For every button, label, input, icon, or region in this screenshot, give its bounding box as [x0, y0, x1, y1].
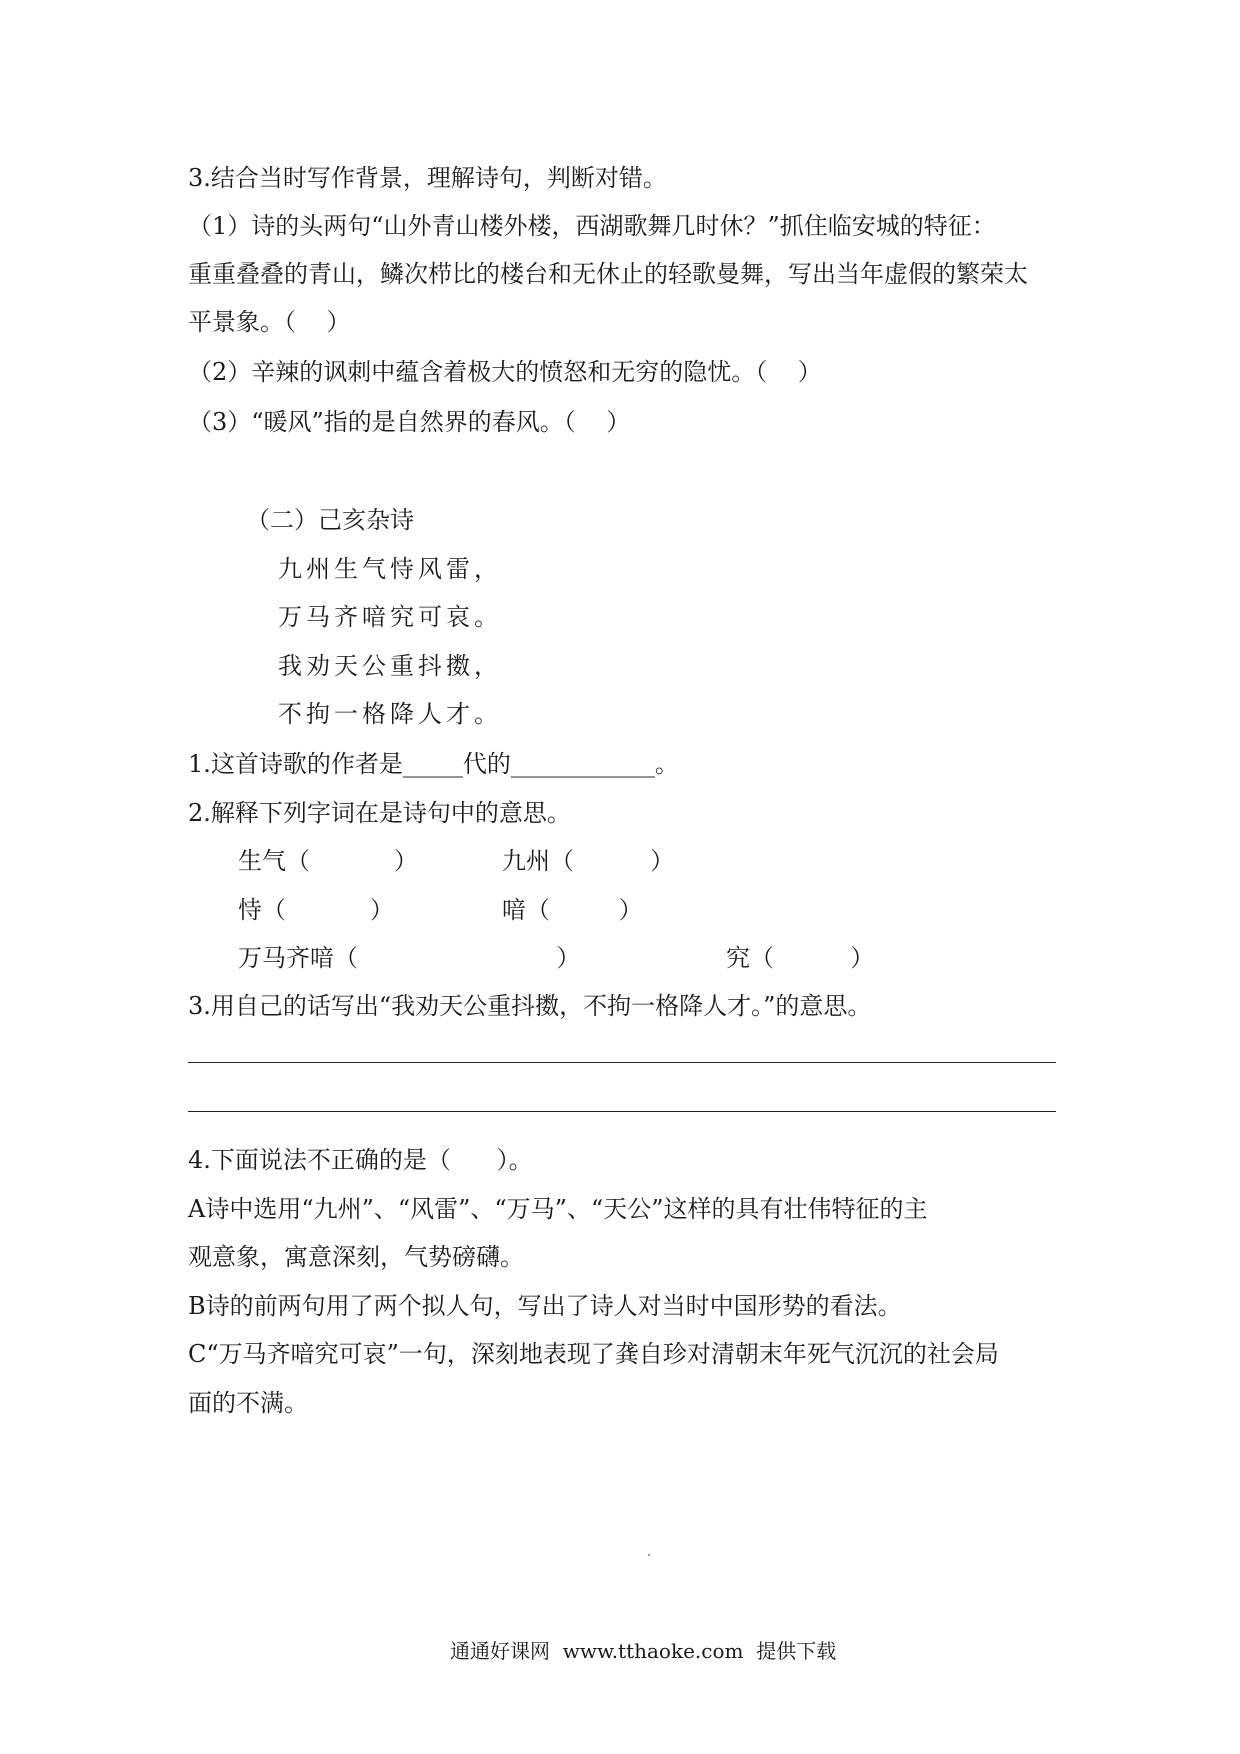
- option-b: B诗的前两句用了两个拟人句，写出了诗人对当时中国形势的看法。: [188, 1292, 902, 1320]
- stray-dot: [648, 1554, 650, 1556]
- option-c-line-2: 面的不满。: [188, 1389, 308, 1417]
- poem-line-4: 不拘一格降人才。: [278, 700, 502, 728]
- vocab-jiu: 究（ ）: [726, 944, 875, 972]
- vocab-shengqi: 生气（ ）: [238, 847, 418, 875]
- poem-line-1: 九州生气恃风雷，: [278, 555, 502, 583]
- poem-heading: （二）己亥杂诗: [246, 506, 414, 534]
- item-1-line-2: 重重叠叠的青山，鳞次栉比的楼台和无休止的轻歌曼舞，写出当年虚假的繁荣太: [188, 260, 1028, 288]
- answer-line-1: [188, 1062, 1056, 1063]
- item-1-line-1: （1）诗的头两句“山外青山楼外楼，西湖歌舞几时休？”抓住临安城的特征：: [188, 212, 996, 240]
- item-3: （3）“暖风”指的是自然界的春风。（ ）: [188, 408, 631, 436]
- vocab-wanmaqiyin: 万马齐喑（ ）: [238, 944, 581, 972]
- question-1: 1.这首诗歌的作者是_____代的____________。: [188, 750, 679, 778]
- question-3: 3.用自己的话写出“我劝天公重抖擞，不拘一格降人才。”的意思。: [188, 992, 872, 1020]
- poem-line-3: 我劝天公重抖擞，: [278, 652, 502, 680]
- vocab-yin: 喑（ ）: [502, 896, 643, 924]
- option-a-line-1: A诗中选用“九州”、“风雷”、“万马”、“天公”这样的具有壮伟特征的主: [188, 1195, 928, 1223]
- item-1-line-3: 平景象。（ ）: [188, 308, 351, 336]
- item-2: （2）辛辣的讽刺中蕴含着极大的愤怒和无穷的隐忧。（ ）: [188, 358, 822, 386]
- answer-line-2: [188, 1111, 1056, 1112]
- question-4: 4.下面说法不正确的是（ ）。: [188, 1146, 533, 1174]
- option-c-line-1: C“万马齐喑究可哀”一句，深刻地表现了龚自珍对清朝末年死气沉沉的社会局: [188, 1340, 999, 1368]
- question-2-title: 2.解释下列字词在是诗句中的意思。: [188, 799, 571, 827]
- poem-line-2: 万马齐喑究可哀。: [278, 603, 502, 631]
- option-a-line-2: 观意象，寓意深刻，气势磅礴。: [188, 1243, 524, 1271]
- vocab-shi: 恃（ ）: [238, 896, 394, 924]
- footer-text: 通通好课网 www.tthaoke.com 提供下载: [450, 1639, 837, 1663]
- question-3-title: 3.结合当时写作背景，理解诗句，判断对错。: [188, 164, 667, 192]
- vocab-jiuzhou: 九州（ ）: [502, 847, 675, 875]
